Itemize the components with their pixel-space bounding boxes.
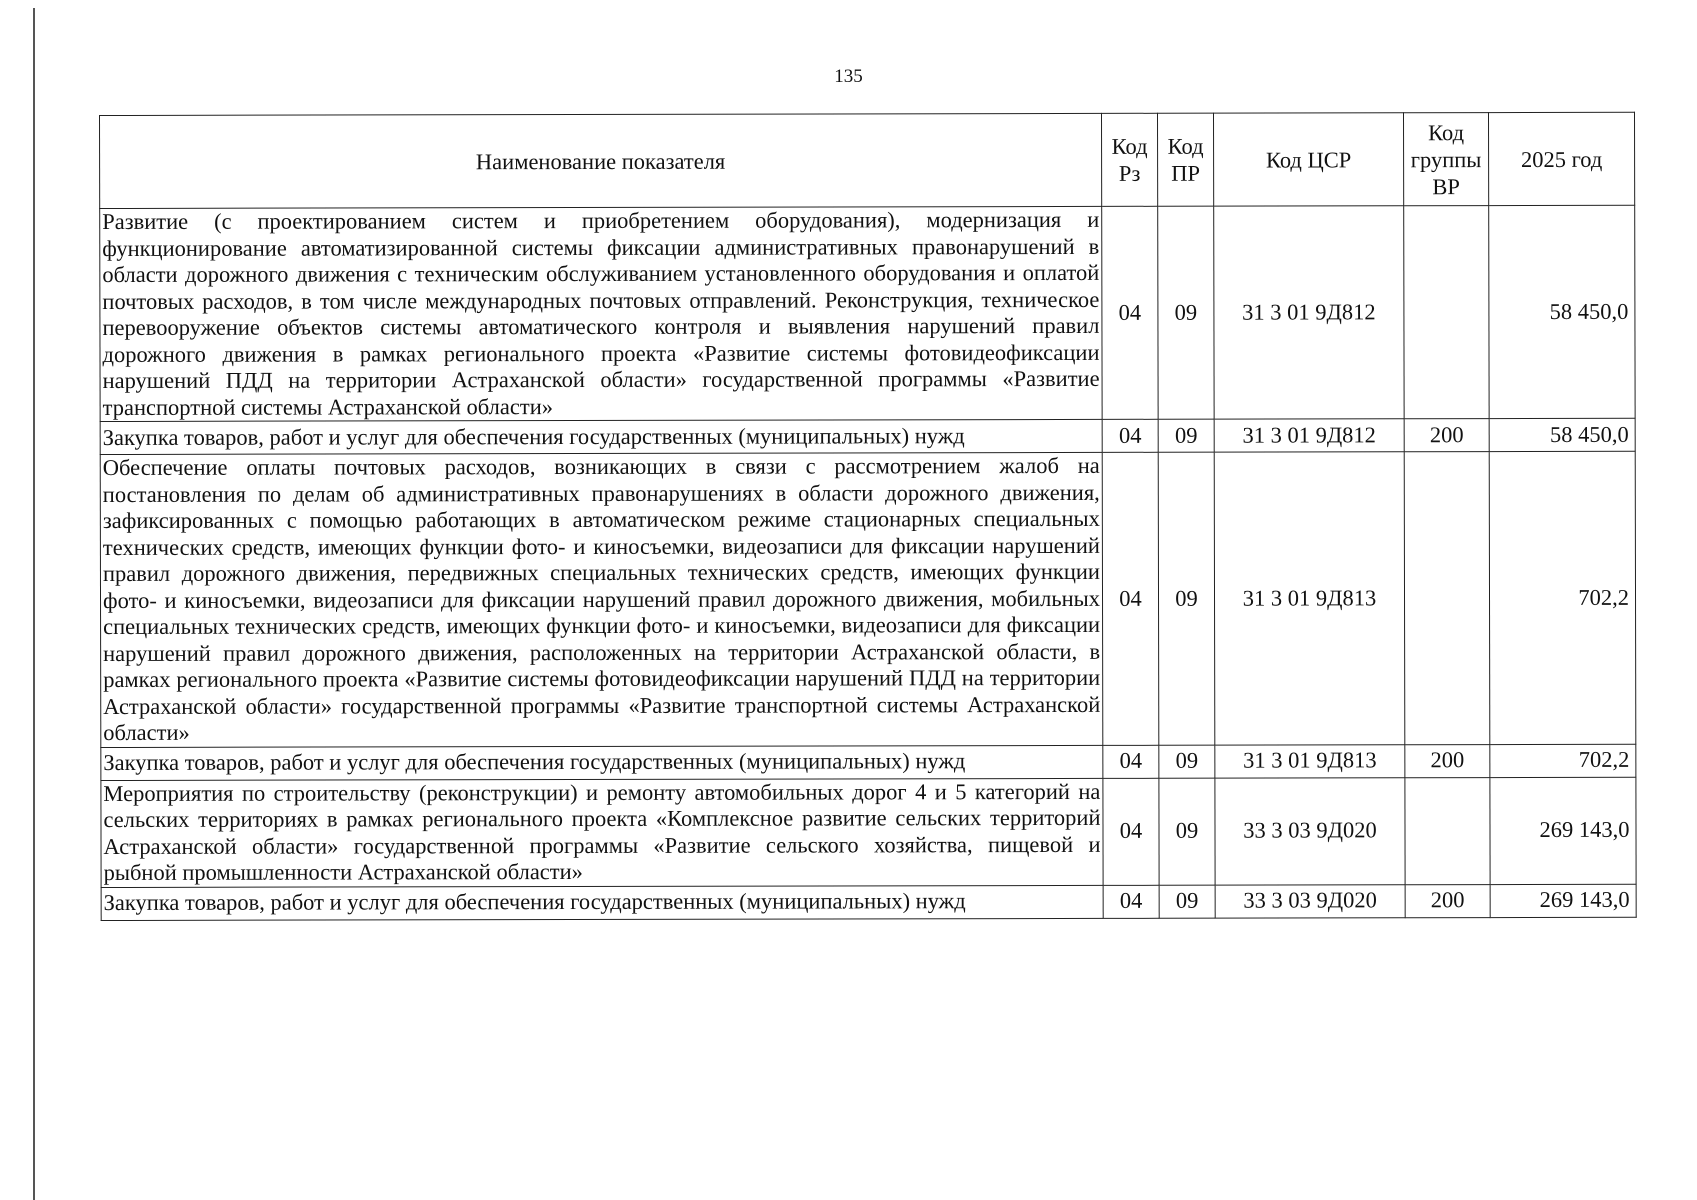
row-csr: 33 3 03 9Д020: [1215, 884, 1405, 917]
row-csr: 31 3 01 9Д813: [1214, 452, 1405, 745]
header-name: Наименование показателя: [100, 113, 1102, 208]
row-pr: 09: [1159, 745, 1215, 778]
row-vr: [1405, 777, 1490, 884]
table-row: [100, 418, 1635, 454]
header-year: 2025 год: [1488, 112, 1634, 205]
row-pr: 09: [1158, 206, 1214, 419]
budget-table: [99, 112, 1637, 921]
table-row: [100, 451, 1636, 747]
table-row: [101, 777, 1636, 887]
row-pr: 09: [1158, 419, 1214, 452]
row-vr: 200: [1404, 419, 1489, 452]
row-rz: 04: [1103, 778, 1159, 885]
row-name: Обеспечение оплаты почтовых расходов, возникающих в связи с рассмотрением жалоб на постановления по делам об административных правонарушениях в области дорожного движения, зафиксированных с помощью работающих в автоматическом режиме стационарных специальных технических средств, имеющих функции фото- и киносъемки, видеозаписи для фиксации нарушений правил дорожного движения, передвижных специальных технических средств, имеющих функции фото- и киносъемки, видеозаписи для фиксации нарушений правил дорожного движения, мобильных специальных технических средств, имеющих функции фото- и киносъемки, видеозаписи для фиксации нарушений правил дорожного движения, расположенных на территории Астраханской области, в рамках регионального проекта «Развитие системы фотовидеофиксации нарушений ПДД на территории Астраханской области» государственной программы «Развитие транспортной системы Астраханской области»: [100, 452, 1103, 747]
row-vr: 200: [1405, 884, 1490, 917]
header-csr: Код ЦСР: [1213, 113, 1403, 206]
row-amount: 58 450,0: [1489, 418, 1635, 451]
table-header-row: [100, 112, 1635, 208]
table-row: [101, 744, 1636, 780]
row-name: Мероприятия по строительству (реконструкции) и ремонту автомобильных дорог 4 и 5 категорий на сельских территориях в рамках регионального проекта «Комплексное развитие сельских территорий Астраханской области» государственной программы «Развитие сельского хозяйства, пищевой и рыбной промышленности Астраханской области»: [101, 778, 1103, 887]
row-name: Закупка товаров, работ и услуг для обеспечения государственных (муниципальных) нужд: [100, 419, 1102, 454]
row-csr: 31 3 01 9Д812: [1214, 419, 1404, 452]
table-row: [100, 205, 1635, 421]
row-name: Закупка товаров, работ и услуг для обеспечения государственных (муниципальных) нужд: [101, 885, 1103, 920]
row-rz: 04: [1102, 206, 1158, 419]
page-number: 135: [834, 66, 863, 87]
row-name: Закупка товаров, работ и услуг для обеспечения государственных (муниципальных) нужд: [101, 745, 1103, 780]
row-csr: 33 3 03 9Д020: [1215, 777, 1405, 884]
row-amount: 269 143,0: [1490, 884, 1636, 917]
row-vr: 200: [1405, 744, 1490, 777]
header-rz: Код Рз: [1101, 113, 1157, 206]
row-csr: 31 3 01 9Д813: [1215, 744, 1405, 777]
row-vr: [1404, 206, 1489, 419]
header-vr: Код группы ВР: [1403, 113, 1488, 206]
row-name: Развитие (с проектированием систем и приобретением оборудования), модернизация и функционирование автоматизированной системы фиксации административных правонарушений в области дорожного движения с техническим обслуживанием установленного оборудования и оплатой почтовых расходов, в том числе международных почтовых отправлений. Реконструкция, техническое перевооружение объектов системы автоматического контроля и выявления нарушений правил дорожного движения в рамках регионального проекта «Развитие системы фотовидеофиксации нарушений ПДД на территории Астраханской области» государственной программы «Развитие транспортной системы Астраханской области»: [100, 206, 1102, 421]
row-rz: 04: [1103, 745, 1159, 778]
row-rz: 04: [1103, 885, 1159, 918]
row-pr: 09: [1158, 452, 1215, 745]
row-amount: 269 143,0: [1490, 777, 1636, 884]
row-pr: 09: [1159, 778, 1215, 885]
binding-margin-line: [33, 8, 35, 1200]
row-rz: 04: [1102, 452, 1159, 745]
row-amount: 58 450,0: [1489, 205, 1635, 418]
row-amount: 702,2: [1490, 744, 1636, 777]
header-pr: Код ПР: [1157, 113, 1213, 206]
row-rz: 04: [1102, 419, 1158, 452]
row-csr: 31 3 01 9Д812: [1214, 206, 1404, 419]
table-row: [101, 884, 1636, 920]
row-amount: 702,2: [1489, 451, 1636, 744]
row-pr: 09: [1159, 885, 1215, 918]
row-vr: [1404, 452, 1490, 745]
